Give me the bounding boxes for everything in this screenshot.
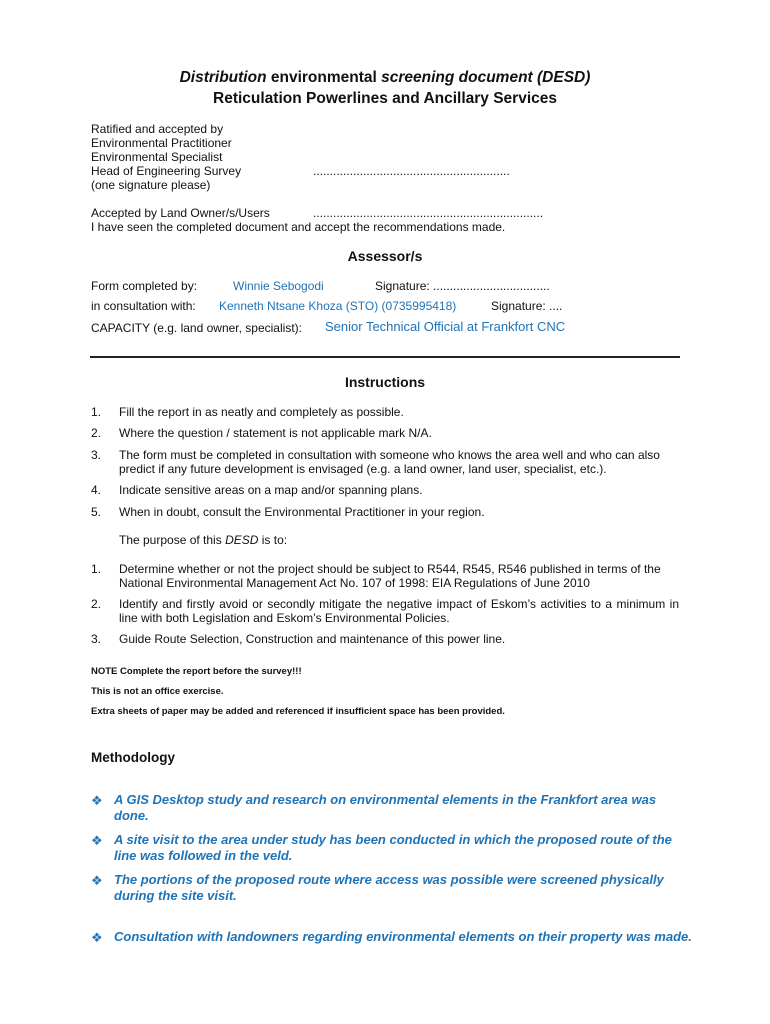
ratified-line: Environmental Practitioner [91, 136, 232, 150]
consultation-label: in consultation with: [91, 299, 196, 313]
methodology-item: A site visit to the area under study has been conducted in which the proposed route of the line was followed in the veld. [114, 832, 672, 863]
purpose-number: 3. [91, 632, 102, 646]
document-subtitle: Reticulation Powerlines and Ancillary Services [213, 90, 557, 107]
purpose-text: Identify and firstly avoid or secondly mitigate the negative impact of Eskom’s activities to a minimum in line with both Legislation and Eskom’s Environmental Policies. [119, 597, 679, 625]
note-line: NOTE Complete the report before the survey!!! [91, 666, 302, 677]
consultation-value: Kenneth Ntsane Khoza (STO) (0735995418) [219, 299, 457, 313]
instruction-text: Where the question / statement is not applicable mark N/A. [119, 426, 432, 440]
diamond-bullet-icon: ❖ [91, 930, 103, 945]
instruction-number: 4. [91, 483, 102, 497]
note-line: Extra sheets of paper may be added and referenced if insufficient space has been provided. [91, 706, 505, 717]
purpose-before: The purpose of this [119, 533, 226, 547]
purpose-italic: DESD [225, 533, 259, 547]
purpose-text: Determine whether or not the project should be subject to R544, R545, R546 published in terms of the National Environmental Management Act No. 107 of 1998: EIA Regulations of June 2010 [119, 562, 661, 590]
instruction-number: 1. [91, 405, 102, 419]
ratified-signature-line: ........................................................... [313, 164, 510, 178]
diamond-bullet-icon: ❖ [91, 833, 103, 848]
instruction-text: Indicate sensitive areas on a map and/or spanning plans. [119, 483, 423, 497]
document-title [0, 69, 770, 87]
diamond-bullet-icon: ❖ [91, 793, 103, 808]
purpose-number: 1. [91, 562, 102, 576]
purpose-number: 2. [91, 597, 102, 611]
instruction-text: When in doubt, consult the Environmental Practitioner in your region. [119, 505, 485, 519]
methodology-item: The portions of the proposed route where access was possible were screened physically during the site visit. [114, 872, 664, 903]
note-line: This is not an office exercise. [91, 686, 224, 697]
purpose-text: Guide Route Selection, Construction and maintenance of this power line. [119, 632, 506, 646]
purpose-statement [119, 533, 679, 547]
title-italic-2: screening document (DESD) [381, 69, 591, 86]
assessors-heading: Assessor/s [347, 248, 423, 264]
form-completed-value: Winnie Sebogodi [233, 279, 324, 293]
ratified-line: Environmental Specialist [91, 150, 223, 164]
seen-statement: I have seen the completed document and accept the recommendations made. [91, 220, 506, 234]
ratified-line: Head of Engineering Survey [91, 164, 242, 178]
land-owner-signature-line: ..................................................................... [313, 206, 544, 220]
diamond-bullet-icon: ❖ [91, 873, 103, 888]
capacity-value: Senior Technical Official at Frankfort CNC [325, 319, 566, 334]
purpose-after: is to: [258, 533, 288, 547]
ratified-block [91, 122, 241, 192]
form-completed-label: Form completed by: [91, 279, 198, 293]
methodology-item: Consultation with landowners regarding environmental elements on their property was made. [114, 929, 692, 944]
land-owner-label: Accepted by Land Owner/s/Users [91, 206, 270, 220]
signature-field-2: Signature: .... [491, 299, 563, 313]
title-italic-1: Distribution [179, 69, 267, 86]
title-normal: environmental [266, 69, 382, 86]
instruction-number: 2. [91, 426, 102, 440]
instruction-text: The form must be completed in consultation with someone who knows the area well and who can also predict if any future development is envisaged (e.g. a land owner, land user, specialist, etc.). [119, 448, 660, 476]
ratified-line: (one signature please) [91, 178, 211, 192]
methodology-heading: Methodology [91, 750, 175, 765]
capacity-label: CAPACITY (e.g. land owner, specialist): [91, 321, 302, 335]
section-divider [90, 356, 680, 358]
instructions-heading: Instructions [344, 374, 426, 390]
signature-field-1: Signature: ................................... [375, 279, 550, 293]
instruction-number: 3. [91, 448, 102, 462]
instruction-text: Fill the report in as neatly and completely as possible. [119, 405, 404, 419]
instruction-number: 5. [91, 505, 102, 519]
methodology-item: A GIS Desktop study and research on environmental elements in the Frankfort area was done. [114, 792, 657, 823]
ratified-line: Ratified and accepted by [91, 122, 224, 136]
